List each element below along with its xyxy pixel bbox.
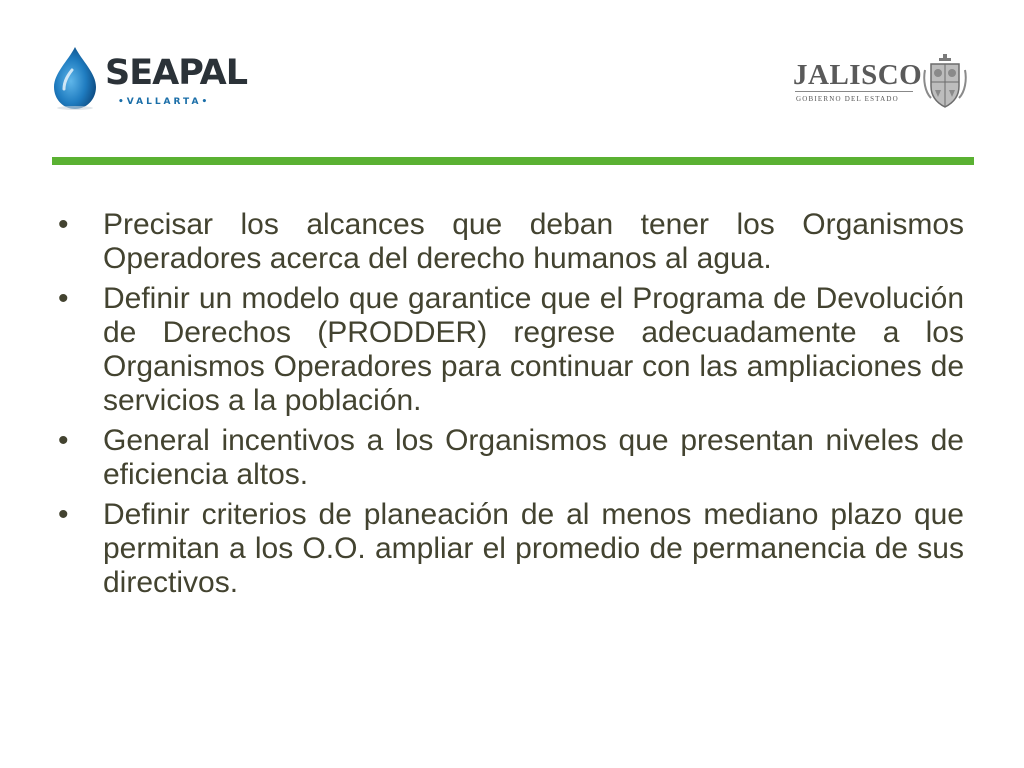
bullet-item	[58, 498, 964, 600]
bullet-item	[58, 282, 964, 418]
water-drop-icon	[50, 45, 100, 111]
bullet-item	[58, 208, 964, 276]
seapal-subtitle: •VALLARTA•	[118, 97, 211, 107]
jalisco-rule	[795, 91, 913, 92]
bullet-text: Definir un modelo que garantice que el Programa de Devolución de Derechos (PRODDER) regrese adecuadamente a los Organismos Operadores para continuar con las ampliaciones de servicios a la población.	[103, 282, 964, 417]
jalisco-logo	[793, 52, 973, 114]
bullet-list	[58, 208, 964, 606]
seapal-wordmark: SEAPAL	[105, 53, 248, 93]
bullet-marker: •	[58, 282, 69, 315]
bullet-item	[58, 424, 964, 492]
jalisco-wordmark: JALISCO	[793, 59, 923, 91]
bullet-text: Precisar los alcances que deban tener los Organismos Operadores acerca del derecho humanos al agua.	[103, 208, 964, 275]
header-divider	[52, 157, 974, 165]
seapal-logo	[50, 45, 248, 115]
jalisco-subtitle: GOBIERNO DEL ESTADO	[796, 95, 899, 103]
coat-of-arms-icon	[921, 52, 969, 110]
bullet-marker: •	[58, 498, 69, 531]
seapal-subtitle-text: VALLARTA	[126, 97, 202, 107]
bullet-marker: •	[58, 424, 69, 457]
bullet-text: General incentivos a los Organismos que presentan niveles de eficiencia altos.	[103, 424, 964, 491]
bullet-text: Definir criterios de planeación de al menos mediano plazo que permitan a los O.O. ampliar el promedio de permanencia de sus directivos.	[103, 498, 964, 599]
bullet-marker: •	[58, 208, 69, 241]
